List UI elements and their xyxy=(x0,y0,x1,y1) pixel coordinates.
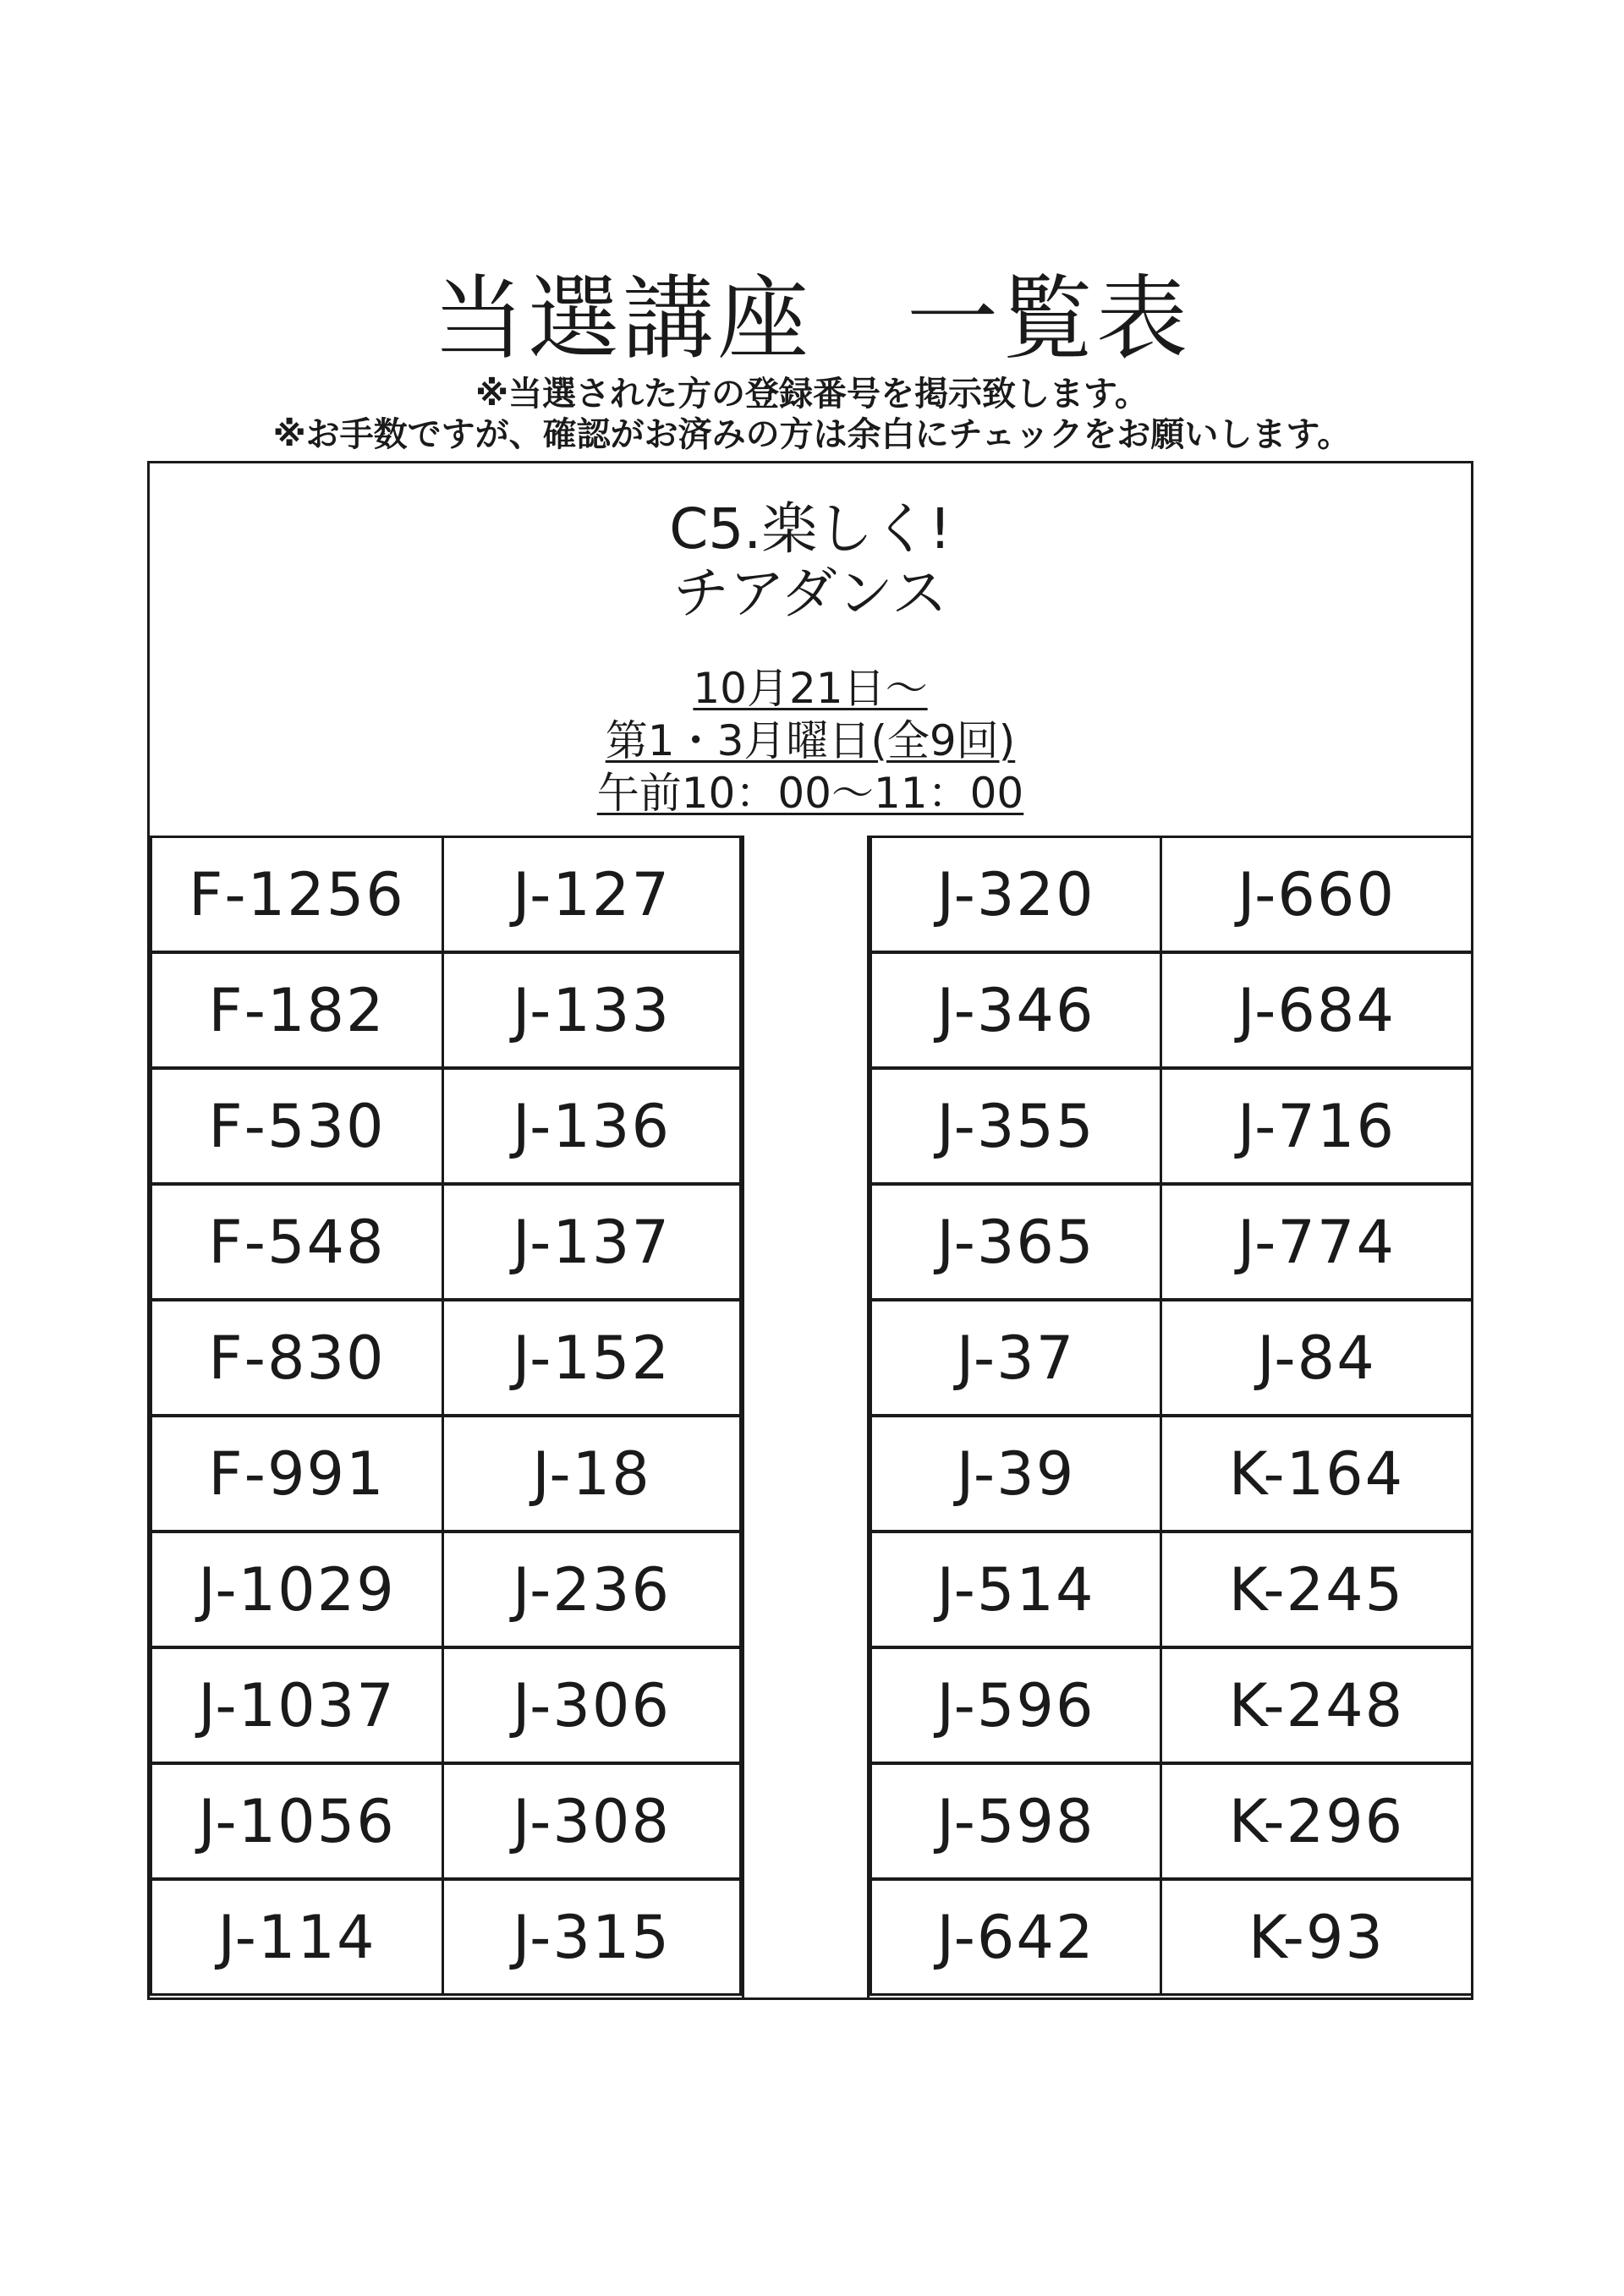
registration-number-cell: J-716 xyxy=(1160,1067,1473,1185)
course-name-line-2: チアダンス xyxy=(672,561,948,626)
registration-number-cell: J-306 xyxy=(442,1647,742,1764)
registration-number-cell: K-164 xyxy=(1160,1415,1473,1532)
schedule-days-text: 第1・3月曜日(全9回) xyxy=(605,716,1016,765)
registration-number-cell: J-774 xyxy=(1160,1183,1473,1301)
notice-line-1: ※当選された方の登録番号を掲示致します。 xyxy=(475,375,1149,414)
registration-number-cell: J-18 xyxy=(442,1415,742,1532)
registration-number-cell: J-315 xyxy=(442,1878,742,1996)
schedule-start-date xyxy=(150,663,1471,714)
schedule-time-text: 午前10：00〜11：00 xyxy=(596,769,1024,818)
registration-number-cell: J-308 xyxy=(442,1762,742,1880)
registration-number-cell: J-684 xyxy=(1160,951,1473,1069)
page-title: 当選講座 一覧表 xyxy=(432,266,1191,372)
registration-number-cell: K-296 xyxy=(1160,1762,1473,1880)
registration-number-cell: F-991 xyxy=(150,1415,444,1532)
registration-number-cell: J-127 xyxy=(442,836,742,953)
registration-number-cell: J-1029 xyxy=(150,1531,444,1648)
registration-number-cell: J-642 xyxy=(870,1878,1162,1996)
registration-number-cell: F-548 xyxy=(150,1183,444,1301)
schedule-days xyxy=(150,715,1471,766)
registration-number-cell: J-1056 xyxy=(150,1762,444,1880)
registration-number-cell: J-84 xyxy=(1160,1299,1473,1417)
course-table xyxy=(147,461,1473,2000)
registration-number-cell: J-114 xyxy=(150,1878,444,1996)
registration-number-cell: J-514 xyxy=(870,1531,1162,1648)
registration-number-cell: J-365 xyxy=(870,1183,1162,1301)
registration-number-cell: K-93 xyxy=(1160,1878,1473,1996)
registration-number-cell: J-133 xyxy=(442,951,742,1069)
registration-number-cell: J-1037 xyxy=(150,1647,444,1764)
registration-number-cell: F-530 xyxy=(150,1067,444,1185)
notice-line-2: ※お手数ですが、確認がお済みの方は余白にチェックをお願いします。 xyxy=(272,415,1352,454)
course-name-line-1: C5.楽しく! xyxy=(669,496,952,562)
registration-number-cell: K-248 xyxy=(1160,1647,1473,1764)
registration-number-cell: J-596 xyxy=(870,1647,1162,1764)
registration-number-cell: J-346 xyxy=(870,951,1162,1069)
registration-number-cell: K-245 xyxy=(1160,1531,1473,1648)
registration-number-cell: J-355 xyxy=(870,1067,1162,1185)
registration-number-cell: J-152 xyxy=(442,1299,742,1417)
registration-number-cell: J-39 xyxy=(870,1415,1162,1532)
registration-number-cell: J-660 xyxy=(1160,836,1473,953)
registration-number-cell: J-320 xyxy=(870,836,1162,953)
registration-number-cell: F-1256 xyxy=(150,836,444,953)
course-info xyxy=(150,463,1471,836)
column-gap xyxy=(742,836,870,1997)
registration-number-cell: F-830 xyxy=(150,1299,444,1417)
registration-number-cell: J-236 xyxy=(442,1531,742,1648)
registration-number-cell: J-137 xyxy=(442,1183,742,1301)
schedule-start-date-text: 10月21日〜 xyxy=(693,664,928,713)
registration-number-cell: J-598 xyxy=(870,1762,1162,1880)
registration-number-cell: J-37 xyxy=(870,1299,1162,1417)
registration-number-cell: J-136 xyxy=(442,1067,742,1185)
registration-number-cell: F-182 xyxy=(150,951,444,1069)
schedule-time xyxy=(150,768,1471,819)
